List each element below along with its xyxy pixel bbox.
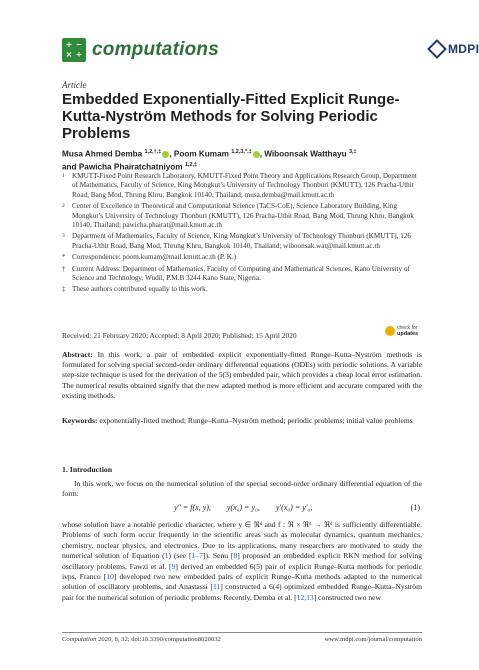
check-updates-line1: check for <box>397 325 418 331</box>
divide-icon: ÷ <box>75 50 83 59</box>
author-name[interactable]: Musa Ahmed Demba <box>62 149 145 159</box>
keywords-label: Keywords: <box>62 416 98 425</box>
affiliation-text: Center of Excellence in Theoretical and Computational Science (TaCS-CoE), Science Laboratory Building, King Mongkut’s University of Technology Thonburi (KMUTT), 126 Pracha-Uthit Road, Bang Mod, Thrung Khru, Bangkok 10140, Thailand; pawicha.phairat@mail.kmutt.ac.th <box>72 202 414 230</box>
keywords-text: exponentially-fitted method; Runge–Kutta–Nyström method; periodic problems; initial value problems <box>97 416 413 425</box>
intro-paragraph-1: In this work, we focus on the numerical solution of the special second-order ordinary differential equation of the form: <box>62 479 422 499</box>
affiliation-mark: 3 <box>62 233 65 240</box>
affiliation-text: Current Address: Department of Mathematics, Faculty of Computing and Mathematical Sciences, Kano University of Science and Technology, Wudil, P.M.B 3244 Kano State, Nigeria. <box>72 264 410 283</box>
footer-citation <box>62 636 221 643</box>
paragraph-text: ] derived an embedded 6(5) pair of explicit Runge–Kutta methods for periodic ivps, Franco [ <box>62 561 423 582</box>
author-affil-sup: 1,2,3,*,‡ <box>231 149 252 155</box>
affiliation-text: KMUTT-Fixed Point Research Laboratory, KMUTT-Fixed Point Theory and Applications Research Group, Department of Mathematics, Faculty of Science, King Mongkut’s University of Technology Thonburi (KMUTT), 126 Pracha-Uthit Road, Bang Mod, Thrung Khru, Bangkok 10140, Thailand; musa.demba@mail.kmutt.ac.th <box>72 172 417 199</box>
current-address-note <box>62 265 422 284</box>
paragraph-text: ] proposed an embedded explicit RKN method for solving oscillatory problems, Fawzi et al. [ <box>62 551 422 571</box>
abstract-text: In this work, a pair of embedded explicit exponentially-fitted Runge–Kutta–Nyström methods is formulated for solving special second-order ordinary differential equations (ODEs) with periodic solutions. A variable step-size technique is used for the derivation of the 5(3) embedded pair, which provides a cheap local error estimation. The numerical results obtained signify that the new adapted method is more efficient and accurate compared with the existing methods. <box>62 350 422 400</box>
paragraph-text: ]). Senu [ <box>202 551 234 561</box>
keywords <box>62 416 422 426</box>
intro-paragraph-2 <box>62 520 422 603</box>
affiliation-mark: 1 <box>62 173 65 179</box>
equation-body: y″ = f(x, y), y(x₀) = y₀, y′(x₀) = y′₀, <box>174 503 313 512</box>
equation-link[interactable]: 1 <box>164 551 169 561</box>
section-heading: 1. Introduction <box>62 465 113 474</box>
check-updates-label <box>397 325 418 337</box>
journal-header <box>62 38 479 64</box>
author-affil-sup: 1,2,‡ <box>184 161 198 168</box>
check-updates-icon <box>385 326 395 336</box>
minus-icon: − <box>75 40 83 49</box>
mdpi-diamond-icon <box>427 39 447 59</box>
footer-journal: Computation <box>62 636 97 643</box>
plus-icon: + <box>65 40 73 49</box>
footer-doi[interactable]: 2020, 8, 32; doi:10.3390/computation8020032 <box>96 636 221 643</box>
check-for-updates-badge[interactable] <box>385 323 421 347</box>
author-name[interactable]: , Poom Kumam <box>169 149 232 159</box>
affiliation-mark: 2 <box>62 203 65 210</box>
citation-link[interactable]: 12,13 <box>296 592 314 602</box>
footer-divider <box>62 632 422 633</box>
author-affil-sup: 1,2,†,‡ <box>144 149 162 155</box>
affiliation-item <box>62 202 422 230</box>
equation-1 <box>62 503 422 515</box>
citation-link[interactable]: 11 <box>212 582 221 592</box>
journal-logo <box>62 38 86 62</box>
paragraph-text: ) (see [ <box>168 551 192 561</box>
publication-dates: Received: 21 February 2020; Accepted: 8 April 2020; Published: 15 April 2020 <box>62 331 297 340</box>
footer-journal-url[interactable]: www.mdpi.com/journal/computation <box>324 636 422 643</box>
paper-title: Embedded Exponentially-Fitted Explicit Runge-Kutta-Nyström Methods for Solving Periodic Problems <box>62 91 400 142</box>
equation-number: (1) <box>410 503 420 512</box>
abstract <box>62 350 422 401</box>
paragraph-text: whose solution have a notable periodic character, where y ∈ ℜᵈ and f : ℜ × ℜᵈ → ℜᵈ is sufficiently differentiable. Problems of such form occur frequently in the scientific areas such as molecular dynamics, quantum mechanics, chemistry, nuclear physics, and electronics. Due to its applications, many researchers are motivated to study the numerical solution of Equation ( <box>62 520 422 561</box>
author-name[interactable]: , Wiboonsak Watthayu <box>259 149 349 159</box>
affiliation-item <box>62 172 422 200</box>
affiliation-list <box>62 172 422 297</box>
citation-link[interactable]: 10 <box>106 572 114 582</box>
paragraph-text: ] developed two new embedded pairs of explicit Runge–Kutta methods adapted to the numerical solution of oscillatory problems, and Anastassi [ <box>62 572 422 592</box>
publisher-name: MDPI <box>448 42 479 56</box>
citation-link[interactable]: 9 <box>171 561 176 571</box>
journal-name: computations <box>92 39 219 60</box>
paragraph-text: ] constructed a 6(4) optimized embedded Runge–Kutta–Nyström pair for the numerical solution of periodic problems. Recently, Demba et al. [ <box>62 582 422 602</box>
citation-link[interactable]: 1–7 <box>191 551 203 561</box>
author-name[interactable]: and Pawicha Phairatchatniyom <box>62 162 185 172</box>
affiliation-mark: † <box>62 264 66 273</box>
affiliation-text: Department of Mathematics, Faculty of Science, King Mongkut’s University of Technology Thonburi (KMUTT), 126 Pracha-Uthit Road, Bang Mod, Thrung Khru, Bangkok 10140, Thailand; wiboonsak.wat@mail.kmutt.ac.th <box>72 232 411 250</box>
check-updates-line2: updates <box>397 331 419 337</box>
affiliation-mark: * <box>62 253 66 262</box>
affiliation-text: Correspondence: poom.kumam@mail.kmutt.ac.th (P. K.) <box>72 253 237 262</box>
paragraph-text: ] constructed two new <box>313 592 382 602</box>
affiliation-item <box>62 232 422 251</box>
affiliation-mark: ‡ <box>62 285 66 294</box>
article-type: Article <box>62 80 87 90</box>
author-affil-sup: 3,‡ <box>348 149 357 155</box>
times-icon: × <box>65 50 73 59</box>
affiliation-text: These authors contributed equally to this work. <box>72 285 208 294</box>
correspondence-note <box>62 253 422 262</box>
author-list <box>62 147 422 172</box>
equal-contribution-note <box>62 285 422 294</box>
abstract-label: Abstract: <box>62 350 93 359</box>
orcid-icon[interactable] <box>253 151 260 158</box>
citation-link[interactable]: 8 <box>233 551 238 561</box>
